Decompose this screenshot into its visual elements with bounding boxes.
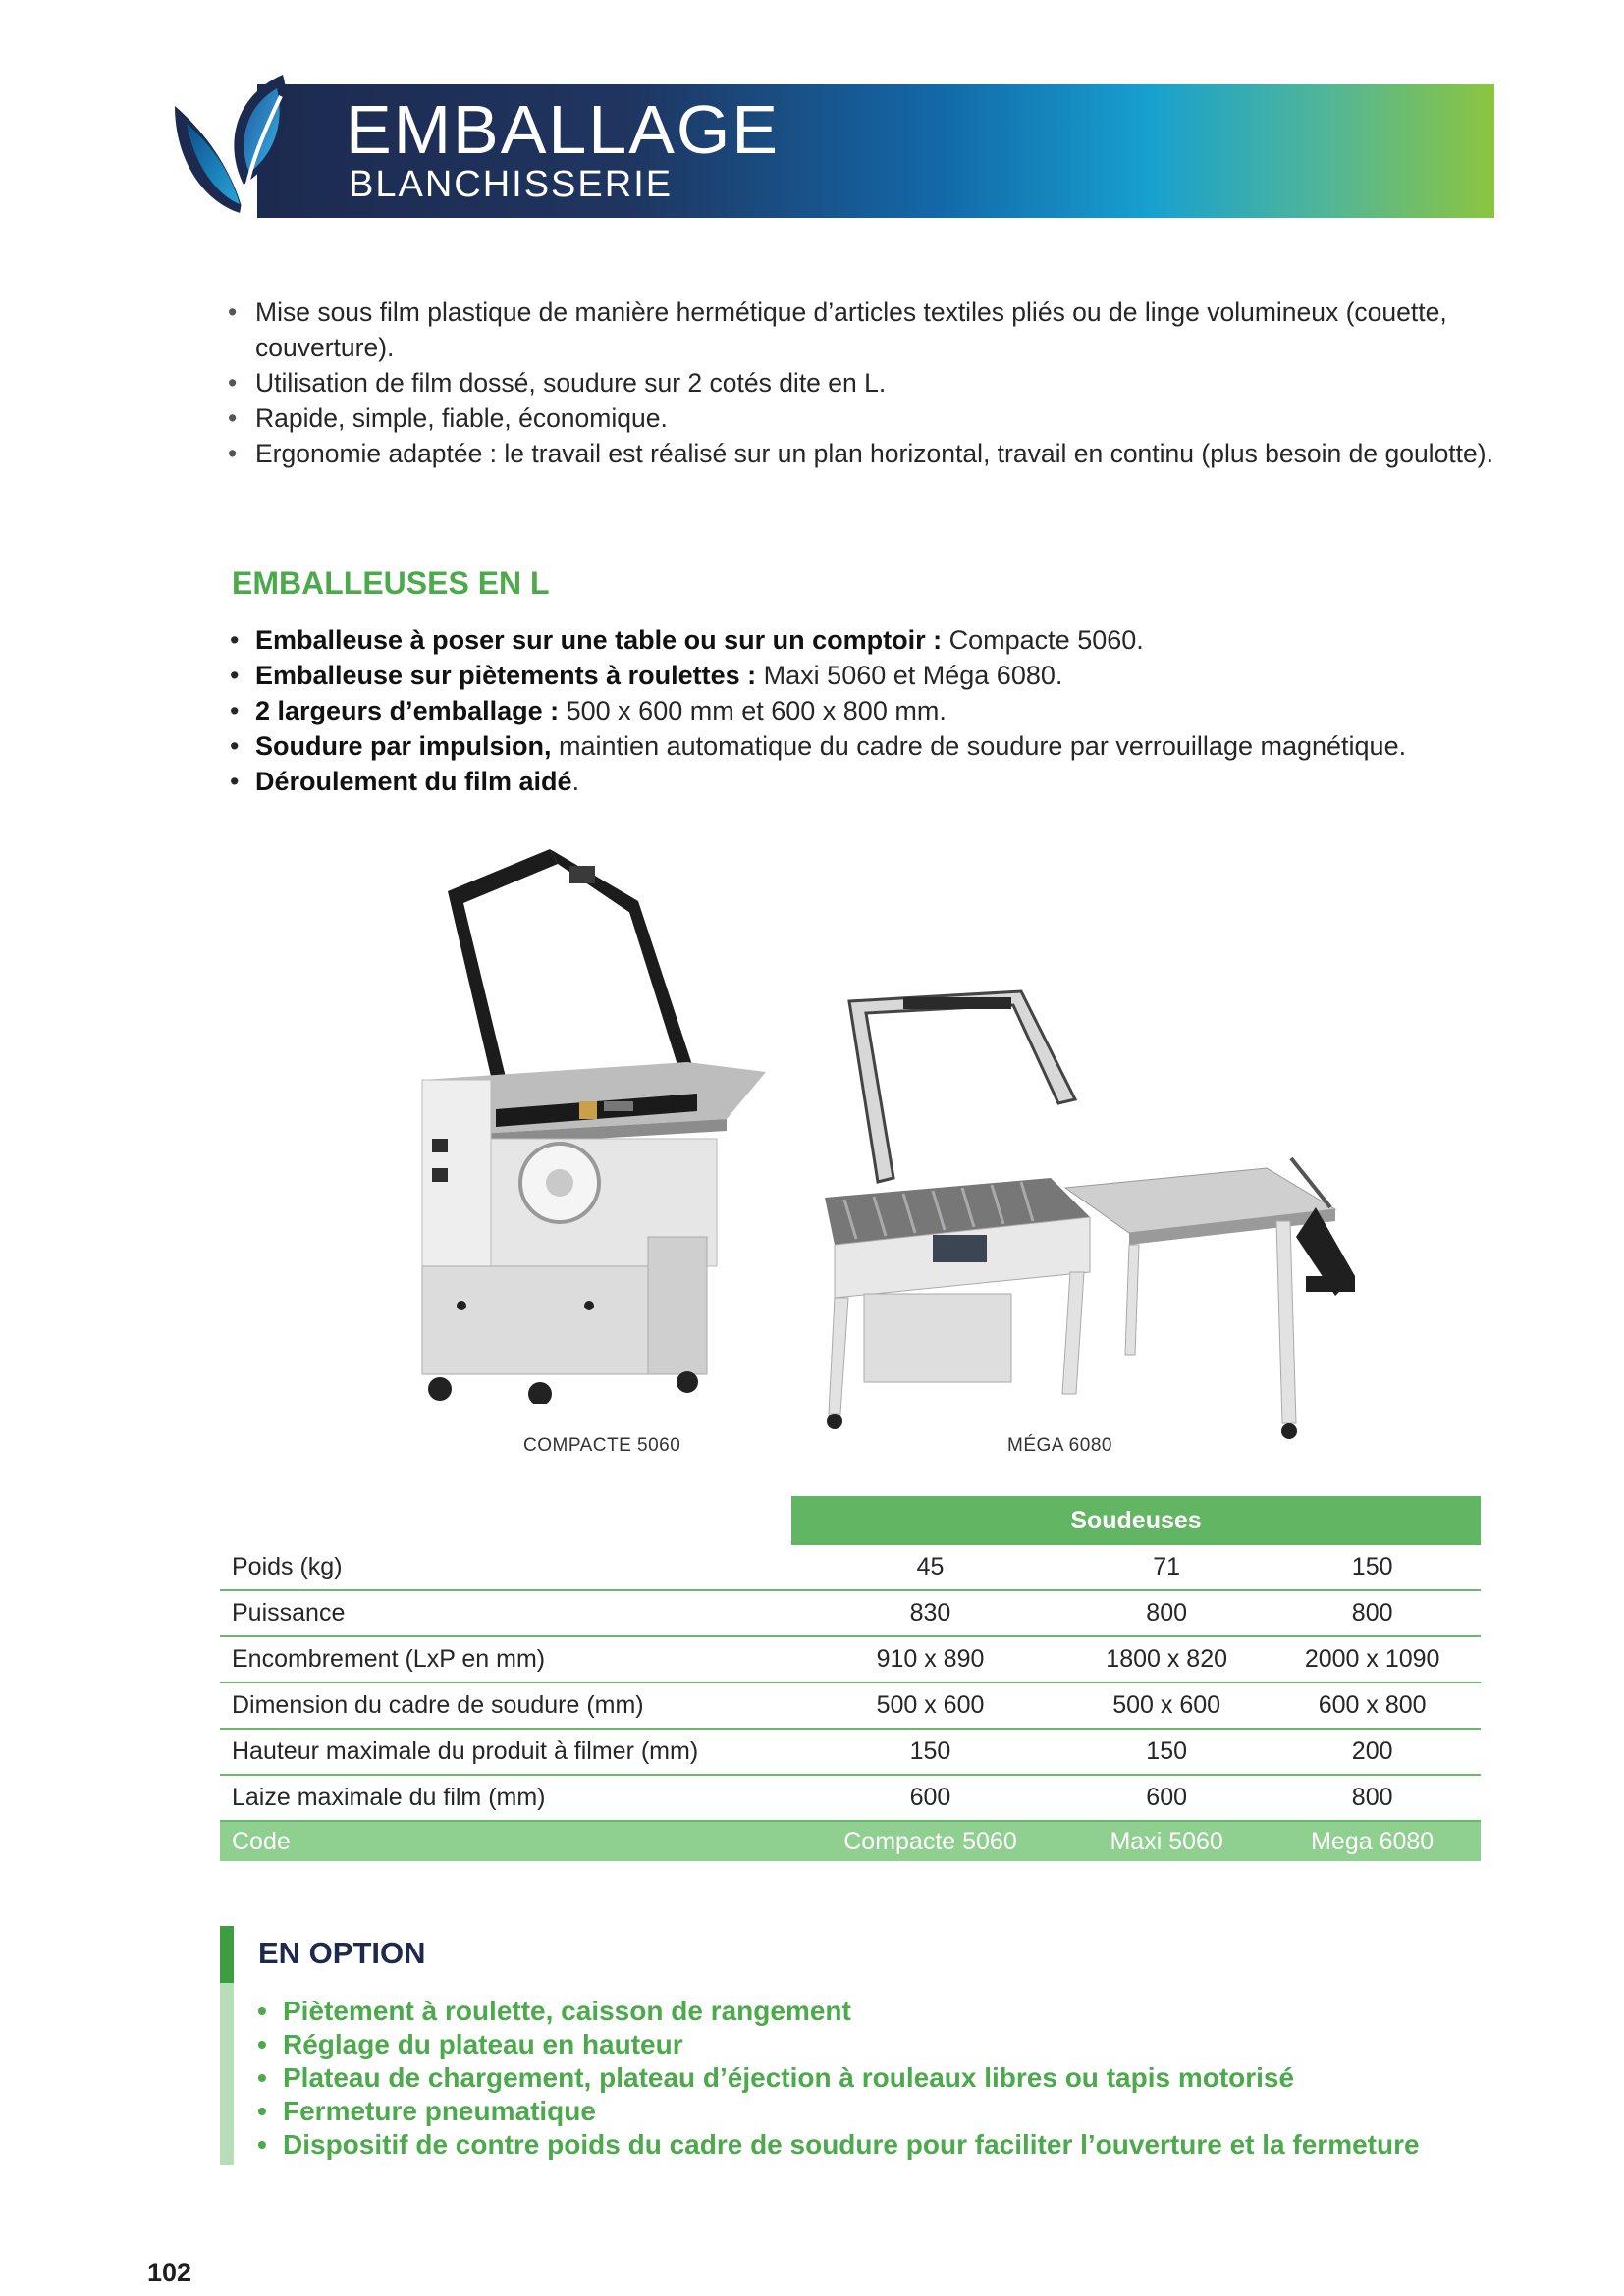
- feature-bold: Soudure par impulsion,: [255, 731, 552, 761]
- option-item: • Plateau de chargement, plateau d’éjection à rouleaux libres ou tapis motorisé: [257, 2061, 1534, 2095]
- cell-value: 150: [1264, 1545, 1481, 1590]
- row-label: Puissance: [220, 1590, 791, 1636]
- feature-bullet: [230, 693, 1506, 728]
- leaf-logo-icon: [165, 67, 310, 224]
- table-row: [220, 1545, 1481, 1590]
- row-label: Poids (kg): [220, 1545, 791, 1590]
- cell-value: 500 x 600: [791, 1682, 1069, 1729]
- code-label: Code: [220, 1821, 791, 1861]
- cell-value: 500 x 600: [1069, 1682, 1264, 1729]
- option-accent-bar-light: [220, 1983, 234, 2165]
- cell-value: 45: [791, 1545, 1069, 1590]
- option-accent-bar: [220, 1926, 234, 1983]
- cell-value: 800: [1069, 1590, 1264, 1636]
- cell-value: 1800 x 820: [1069, 1636, 1264, 1682]
- cell-value: 600: [791, 1775, 1069, 1821]
- page-number: 102: [147, 2258, 192, 2287]
- feature-bold: Emballeuse sur piètements à roulettes :: [255, 661, 757, 690]
- feature-bullet-list: [230, 622, 1506, 799]
- feature-text: maintien automatique du cadre de soudure par verrouillage magnétique.: [551, 731, 1407, 761]
- table-header-empty: [220, 1496, 791, 1545]
- mega-6080-machine-image: [805, 982, 1394, 1443]
- table-row: [220, 1729, 1481, 1775]
- feature-text: 500 x 600 mm et 600 x 800 mm.: [559, 696, 947, 725]
- feature-bold: Emballeuse à poser sur une table ou sur un comptoir :: [255, 625, 943, 655]
- feature-bullet: [230, 764, 1506, 799]
- cell-value: 800: [1264, 1775, 1481, 1821]
- cell-value: 910 x 890: [791, 1636, 1069, 1682]
- option-item: • Fermeture pneumatique: [257, 2095, 1534, 2128]
- table-group-header: Soudeuses: [791, 1496, 1481, 1545]
- section-title: EMBALLEUSES EN L: [232, 565, 550, 601]
- code-value: Compacte 5060: [791, 1821, 1069, 1861]
- page-subtitle: BLANCHISSERIE: [349, 164, 674, 205]
- cell-value: 150: [1069, 1729, 1264, 1775]
- row-label: Hauteur maximale du produit à filmer (mm): [220, 1729, 791, 1775]
- table-row: [220, 1636, 1481, 1682]
- feature-text: .: [571, 767, 580, 796]
- feature-bullet: [230, 622, 1506, 658]
- option-item: • Dispositif de contre poids du cadre de soudure pour faciliter l’ouverture et la fermeture: [257, 2128, 1534, 2162]
- cell-value: 150: [791, 1729, 1069, 1775]
- intro-bullet: • Ergonomie adaptée : le travail est réalisé sur un plan horizontal, travail en continu (plus besoin de goulotte).: [228, 436, 1504, 471]
- options-list: [257, 1995, 1534, 2162]
- cell-value: 2000 x 1090: [1264, 1636, 1481, 1682]
- compacte-5060-machine-image: [403, 844, 776, 1404]
- feature-bold: 2 largeurs d’emballage :: [255, 696, 560, 725]
- intro-bullet: • Mise sous film plastique de manière hermétique d’articles textiles pliés ou de linge volumineux (couette, couverture).: [228, 294, 1504, 365]
- options-title: EN OPTION: [258, 1936, 426, 1970]
- table-row: [220, 1590, 1481, 1636]
- code-value: Mega 6080: [1264, 1821, 1481, 1861]
- row-label: Encombrement (LxP en mm): [220, 1636, 791, 1682]
- row-label: Dimension du cadre de soudure (mm): [220, 1682, 791, 1729]
- feature-bullet: [230, 728, 1506, 764]
- table-row: [220, 1682, 1481, 1729]
- intro-bullet: • Utilisation de film dossé, soudure sur 2 cotés dite en L.: [228, 365, 1504, 400]
- cell-value: 600 x 800: [1264, 1682, 1481, 1729]
- feature-bullet: [230, 658, 1506, 693]
- image-caption-mega: MÉGA 6080: [1007, 1435, 1112, 1456]
- table-code-row: [220, 1821, 1481, 1861]
- feature-text: Maxi 5060 et Méga 6080.: [756, 661, 1063, 690]
- table-header-row: [220, 1496, 1481, 1545]
- intro-bullet: • Rapide, simple, fiable, économique.: [228, 400, 1504, 436]
- cell-value: 600: [1069, 1775, 1264, 1821]
- row-label: Laize maximale du film (mm): [220, 1775, 791, 1821]
- feature-text: Compacte 5060.: [942, 625, 1144, 655]
- code-value: Maxi 5060: [1069, 1821, 1264, 1861]
- cell-value: 200: [1264, 1729, 1481, 1775]
- spec-table: [220, 1496, 1481, 1861]
- option-item: • Réglage du plateau en hauteur: [257, 2028, 1534, 2061]
- intro-bullet-list: [228, 294, 1504, 471]
- option-item: • Piètement à roulette, caisson de rangement: [257, 1995, 1534, 2028]
- cell-value: 71: [1069, 1545, 1264, 1590]
- image-caption-compacte: COMPACTE 5060: [523, 1435, 681, 1456]
- cell-value: 800: [1264, 1590, 1481, 1636]
- page-title: EMBALLAGE: [346, 91, 781, 168]
- feature-bold: Déroulement du film aidé: [255, 767, 572, 796]
- table-row: [220, 1775, 1481, 1821]
- cell-value: 830: [791, 1590, 1069, 1636]
